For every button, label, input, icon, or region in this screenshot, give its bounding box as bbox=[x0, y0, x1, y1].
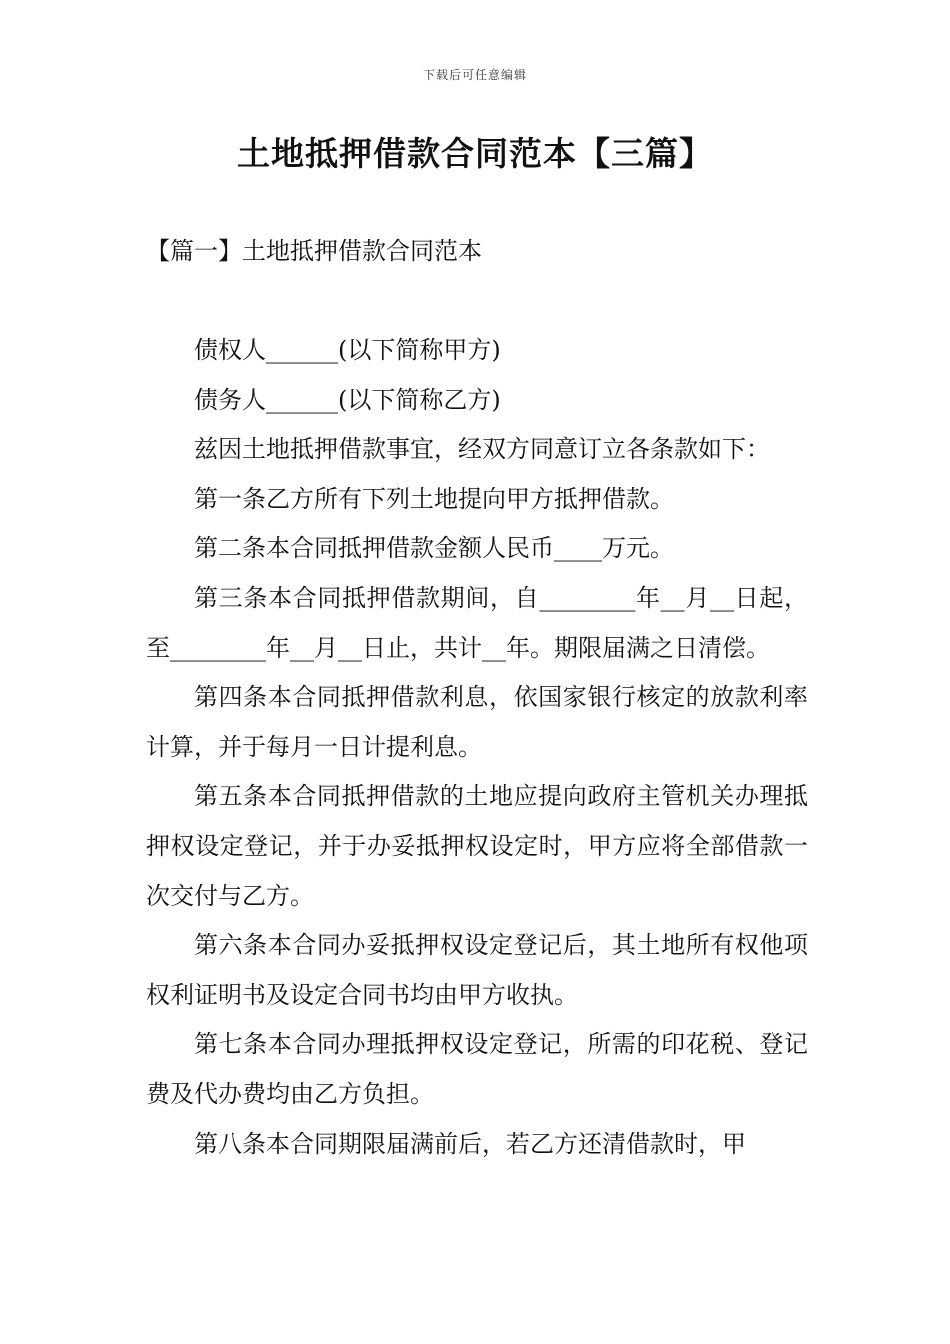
paragraph-preamble: 兹因土地抵押借款事宜，经双方同意订立各条款如下： bbox=[194, 435, 770, 464]
paragraph-article-7: 第七条本合同办理抵押权设定登记，所需的印花税、登记费及代办费均由乙方负担。 bbox=[146, 1030, 808, 1108]
paragraph-creditor: 债权人______(以下简称甲方) bbox=[194, 336, 501, 364]
paragraph-article-8: 第八条本合同期限届满前后，若乙方还清借款时，甲 bbox=[194, 1129, 746, 1158]
section-heading: 【篇一】土地抵押借款合同范本 bbox=[146, 237, 482, 265]
document-body bbox=[146, 326, 808, 1169]
document-title: 土地抵押借款合同范本【三篇】 bbox=[237, 134, 713, 173]
paragraph-article-2: 第二条本合同抵押借款金额人民币____万元。 bbox=[194, 534, 674, 563]
header-note: 下载后可任意编辑 bbox=[422, 68, 527, 82]
paragraph-article-5: 第五条本合同抵押借款的土地应提向政府主管机关办理抵押权设定登记，并于办妥抵押权设定时，甲方应将全部借款一次交付与乙方。 bbox=[146, 782, 808, 910]
paragraph-debtor: 债务人______(以下简称乙方) bbox=[194, 385, 501, 414]
paragraph-article-3: 第三条本合同抵押借款期间，自________年__月__日起，至________年__月__日止，共计__年。期限届满之日清偿。 bbox=[146, 583, 808, 662]
paragraph-article-1: 第一条乙方所有下列土地提向甲方抵押借款。 bbox=[194, 484, 674, 513]
paragraph-article-4: 第四条本合同抵押借款利息，依国家银行核定的放款利率计算，并于每月一日计提利息。 bbox=[146, 683, 808, 761]
paragraph-article-6: 第六条本合同办妥抵押权设定登记后，其土地所有权他项权利证明书及设定合同书均由甲方收执。 bbox=[146, 931, 808, 1009]
